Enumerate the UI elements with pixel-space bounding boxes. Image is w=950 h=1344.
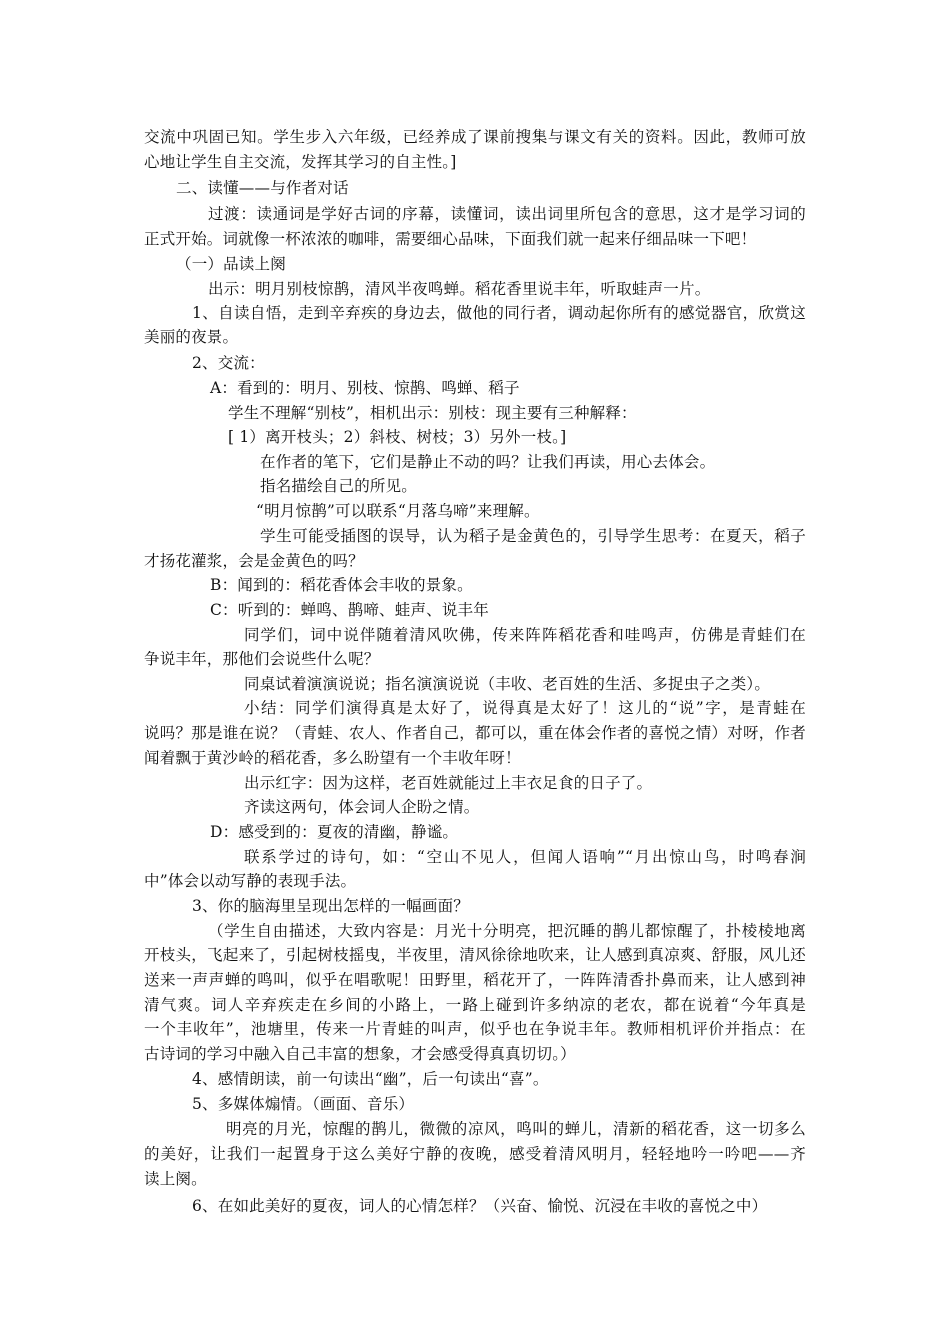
paragraph-line: 读上阕。 <box>144 1170 207 1188</box>
list-item: 3、你的脑海里呈现出怎样的一幅画面？ <box>192 897 469 915</box>
paragraph-line: 中”体会以动写静的表现手法。 <box>144 872 357 890</box>
paragraph-line: （学生自由描述，大致内容是：月光十分明亮，把沉睡的鹊儿都惊醒了，扑棱棱地离 <box>208 922 806 940</box>
paragraph-line: 清气爽。词人辛弃疾走在乡间的小路上，一路上碰到许多纳凉的老农，都在说着“今年真是 <box>144 996 806 1014</box>
paragraph-line: 出示：明月别枝惊鹊，清风半夜鸣蝉。稻花香里说丰年，听取蛙声一片。 <box>208 280 711 298</box>
paragraph-line: 美丽的夜景。 <box>144 328 239 346</box>
paragraph-line: 才扬花灌浆，会是金黄色的吗？ <box>144 552 364 570</box>
paragraph-line: [ 1）离开枝头；2）斜枝、树枝；3）另外一枝。] <box>228 428 567 446</box>
paragraph-line: 的美好，让我们一起置身于这么美好宁静的夜晚，感受着清风明月，轻轻地吟一吟吧——齐 <box>144 1145 806 1163</box>
list-item: D：感受到的：夏夜的清幽，静谧。 <box>210 823 459 841</box>
list-item: A：看到的：明月、别枝、惊鹊、鸣蝉、稻子 <box>210 379 520 397</box>
paragraph-line: 学生可能受插图的误导，认为稻子是金黄色的，引导学生思考：在夏天，稻子 <box>260 527 806 545</box>
paragraph-line: 过渡：读通词是学好古词的序幕，读懂词，读出词里所包含的意思，这才是学习词的 <box>208 205 806 223</box>
paragraph-line: 心地让学生自主交流，发挥其学习的自主性。] <box>144 153 457 171</box>
list-item: C：听到的：蝉鸣、鹊啼、蛙声、说丰年 <box>210 601 489 619</box>
paragraph-line: “明月惊鹊”可以联系“月落乌啼”来理解。 <box>256 502 540 520</box>
paragraph-line: 1、自读自悟，走到辛弃疾的身边去，做他的同行者，调动起你所有的感觉器官，欣赏这 <box>192 304 806 322</box>
paragraph-line: 在作者的笔下，它们是静止不动的吗？让我们再读，用心去体会。 <box>260 453 716 471</box>
subsection-heading: （一）品读上阕 <box>176 255 286 273</box>
paragraph-line: 小结：同学们演得真是太好了，说得真是太好了！这儿的“说”字，是青蛙在 <box>244 699 806 717</box>
paragraph-line: 送来一声声蝉的鸣叫，似乎在唱歌呢！田野里，稻花开了，一阵阵清香扑鼻而来，让人感到神 <box>144 971 806 989</box>
paragraph-line: 联系学过的诗句，如：“空山不见人，但闻人语响”“月出惊山鸟，时鸣春涧 <box>244 848 806 866</box>
list-item: B：闻到的：稻花香体会丰收的景象。 <box>210 576 473 594</box>
paragraph-line: 闻着飘于黄沙岭的稻花香，多么盼望有一个丰收年呀！ <box>144 749 521 767</box>
paragraph-line: 指名描绘自己的所见。 <box>260 477 418 495</box>
list-item: 6、在如此美好的夏夜，词人的心情怎样？（兴奋、愉悦、沉浸在丰收的喜悦之中） <box>192 1197 768 1215</box>
list-item: 4、感情朗读，前一句读出“幽”，后一句读出“喜”。 <box>192 1070 549 1088</box>
paragraph-line: 一个丰收年”，池塘里，传来一片青蛙的叫声，似乎也在争说丰年。教师相机评价并指点：在 <box>144 1020 806 1038</box>
paragraph-line: 正式开始。词就像一杯浓浓的咖啡，需要细心品味，下面我们就一起来仔细品味一下吧！ <box>144 230 757 248</box>
paragraph-line: 出示红字：因为这样，老百姓就能过上丰衣足食的日子了。 <box>244 774 653 792</box>
paragraph-line: 古诗词的学习中融入自己丰富的想象，才会感受得真真切切。） <box>144 1045 576 1063</box>
paragraph-line: 开枝头，飞起来了，引起树枝摇曳，半夜里，清风徐徐地吹来，让人感到真凉爽、舒服，风儿还 <box>144 946 806 964</box>
paragraph-line: 争说丰年，那他们会说些什么呢？ <box>144 650 380 668</box>
paragraph-line: 明亮的月光，惊醒的鹊儿，微微的凉风，鸣叫的蝉儿，清新的稻花香，这一切多么 <box>226 1120 806 1138</box>
list-item: 2、交流： <box>192 354 265 372</box>
paragraph-line: 同学们，词中说伴随着清风吹佛，传来阵阵稻花香和哇鸣声，仿佛是青蛙们在 <box>244 626 806 644</box>
paragraph-line: 交流中巩固已知。学生步入六年级，已经养成了课前搜集与课文有关的资料。因此，教师可放 <box>144 128 806 146</box>
list-item: 5、多媒体煽情。（画面、音乐） <box>192 1095 415 1113</box>
section-heading: 二、读懂——与作者对话 <box>176 179 349 197</box>
paragraph-line: 学生不理解“别枝”，相机出示：别枝：现主要有三种解释： <box>228 404 637 422</box>
paragraph-line: 说吗？那是谁在说？（青蛙、农人、作者自己，都可以，重在体会作者的喜悦之情）对呀，作者 <box>144 724 806 742</box>
paragraph-line: 同桌试着演演说说；指名演演说说（丰收、老百姓的生活、多捉虫子之类）。 <box>244 675 771 693</box>
paragraph-line: 齐读这两句，体会词人企盼之情。 <box>244 798 480 816</box>
